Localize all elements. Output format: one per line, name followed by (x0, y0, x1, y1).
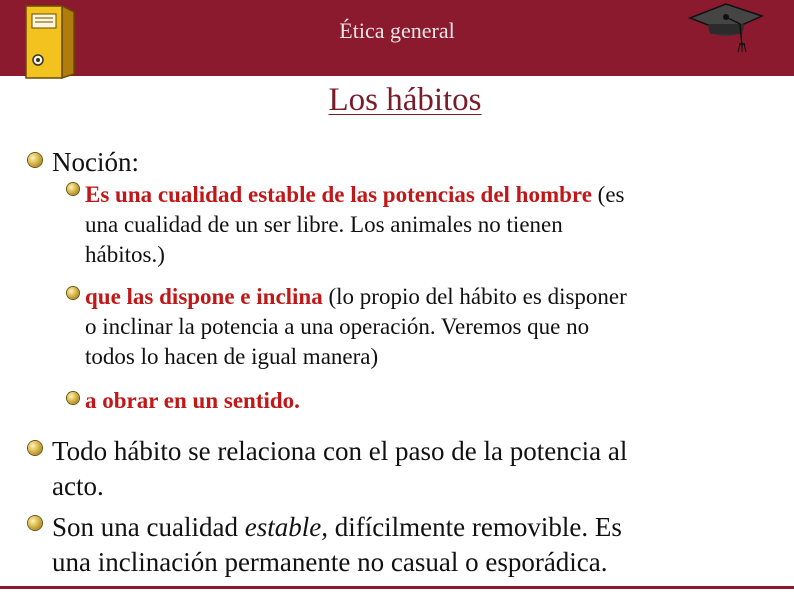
item-2-text-b: acto. (52, 471, 104, 501)
sub-item-3 (85, 386, 765, 416)
slide-title: Los hábitos (328, 82, 482, 118)
sub-item-2-text-b: o inclinar la potencia a una operación. Veremos que no (85, 314, 590, 339)
sub-item-1 (85, 180, 765, 270)
item-3-text-c: una inclinación permanente no casual o esporádica. (52, 547, 608, 577)
sub-item-1-text-b: una cualidad de un ser libre. Los animales no tienen (85, 212, 563, 237)
bullet-icon (67, 287, 79, 299)
item-3 (52, 510, 622, 580)
item-3-italic: estable, (244, 512, 328, 542)
sub-item-2 (85, 282, 765, 372)
item-3-text-a: Son una cualidad (52, 512, 245, 542)
sub-item-1-text-c: hábitos.) (85, 242, 165, 267)
sub-item-2-text-a: (lo propio del hábito es disponer (322, 284, 627, 309)
sub-item-2-emphasis: que las dispone e inclina (85, 284, 323, 309)
sub-item-2-text-c: todos lo hacen de igual manera) (85, 344, 379, 369)
sub-item-3-emphasis: a obrar en un sentido. (85, 388, 300, 413)
header-title: Ética general (339, 18, 455, 43)
bottom-rule (0, 586, 794, 589)
graduation-cap-icon (686, 0, 766, 58)
nocion-heading (52, 145, 139, 180)
item-2 (52, 434, 627, 504)
binder-icon (18, 2, 80, 80)
bullet-icon (28, 516, 42, 530)
nocion-label: Noción (52, 147, 132, 177)
sub-item-1-text-a: (es (591, 182, 625, 207)
sub-item-1-emphasis: Es una cualidad estable de las potencias del hombre (85, 182, 592, 207)
bullet-icon (67, 183, 79, 195)
nocion-colon: : (131, 147, 139, 177)
bullet-icon (67, 392, 79, 404)
bullet-icon (28, 441, 42, 455)
item-3-text-b: difícilmente removible. Es (327, 512, 622, 542)
item-2-text-a: Todo hábito se relaciona con el paso de la potencia al (52, 436, 628, 466)
bullet-icon (28, 153, 42, 167)
